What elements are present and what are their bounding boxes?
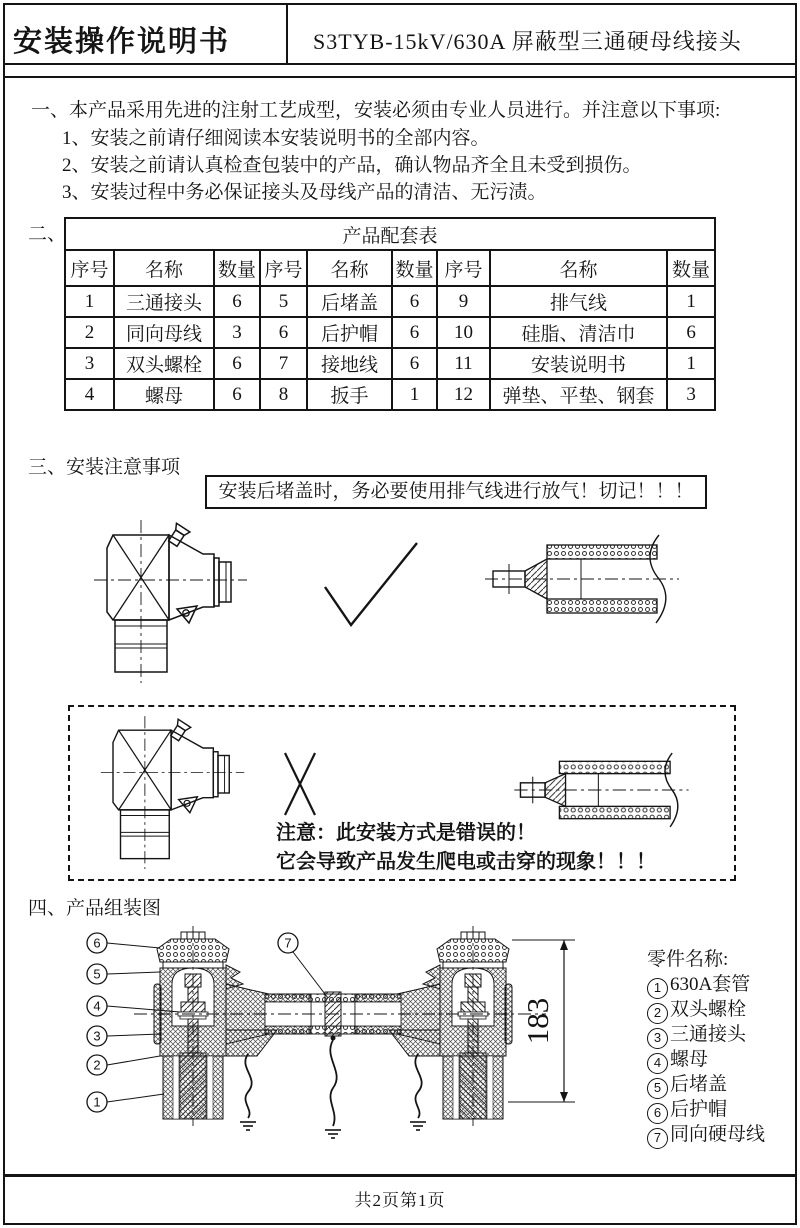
cell: 6 [667,317,715,348]
col-header: 名称 [490,250,667,286]
callout-badge-5 [87,964,107,984]
part-name: 630A套管 [670,974,751,995]
cell: 后堵盖 [307,286,392,317]
part-number: 4 [647,1053,668,1074]
cell: 接地线 [307,348,392,379]
callout-badge-7 [278,933,298,953]
col-header: 序号 [260,250,307,286]
section1-heading: 一、本产品采用先进的注射工艺成型，安装必须由专业人员进行。并注意以下事项: [31,100,721,121]
cell: 9 [437,286,490,317]
part-name: 双头螺栓 [670,999,747,1020]
part-number: 6 [647,1103,668,1124]
header-rule-2 [5,76,795,78]
note-line-2: 它会导致产品发生爬电或击穿的现象！！！ [276,851,656,873]
part-name: 三通接头 [670,1024,747,1045]
wrong-installation-box [68,705,736,881]
cell: 同向母线 [114,317,214,348]
page-border [3,3,797,1225]
parts-list-item [647,1097,765,1122]
parts-name-list [647,947,765,1147]
document-title: 安装操作说明书 [13,26,231,58]
cell: 8 [260,379,307,410]
table-row [65,348,715,379]
table-row [65,286,715,317]
section1-item: 3、安装过程中务必保证接头及母线产品的清洁、无污渍。 [62,182,547,203]
busbar-end-diagram-correct [483,529,688,629]
note-line-1: 注意：此安装方式是错误的！ [276,822,536,844]
cell: 6 [214,286,260,317]
cell: 螺母 [114,379,214,410]
svg-text:1: 1 [93,1094,101,1110]
table-title-row [65,218,715,250]
svg-text:2: 2 [93,1057,101,1073]
ground-wire [325,1040,341,1138]
col-header: 序号 [65,250,114,286]
product-kit-table [64,217,716,411]
parts-list-item [647,1072,765,1097]
col-header: 名称 [307,250,392,286]
parts-list-item [647,972,765,997]
cell: 6 [214,379,260,410]
dimension-value: 183 [520,997,555,1045]
svg-text:4: 4 [93,998,101,1014]
table-row [65,317,715,348]
section1-item: 1、安装之前请仔细阅读本安装说明书的全部内容。 [62,128,490,149]
tee-connector-diagram-correct [91,517,251,687]
checkmark-icon [321,539,421,631]
cell: 6 [214,348,260,379]
footer-rule [5,1174,795,1177]
cell: 3 [214,317,260,348]
cell: 6 [392,317,437,348]
callout-badge-4 [87,996,107,1016]
right-connector-section [355,926,512,1126]
parts-list-item [647,1022,765,1047]
cell: 2 [65,317,114,348]
vent-warning-box: 安装后堵盖时，务必要使用排气线进行放气！切记！！！ [205,475,707,509]
cell: 弹垫、平垫、钢套 [490,379,667,410]
cell: 双头螺栓 [114,348,214,379]
table-header-row [65,250,715,286]
cell: 1 [65,286,114,317]
part-name: 同向硬母线 [670,1124,766,1145]
parts-list-title: 零件名称: [647,949,729,970]
table-row [65,379,715,410]
col-header: 数量 [392,250,437,286]
ground-wire [410,1054,426,1130]
svg-text:6: 6 [93,935,101,951]
cell: 1 [392,379,437,410]
left-connector-section [154,926,311,1126]
callout-badge-3 [87,1026,107,1046]
cell: 后护帽 [307,317,392,348]
cell: 10 [437,317,490,348]
parts-list-item [647,1122,765,1147]
svg-text:5: 5 [93,966,101,982]
svg-text:7: 7 [284,935,292,951]
cell: 排气线 [490,286,667,317]
cell: 7 [260,348,307,379]
dimension-line [508,940,575,1102]
part-name: 后堵盖 [670,1074,728,1095]
cell: 安装说明书 [490,348,667,379]
callout-badge-6 [87,933,107,953]
header-divider [286,5,288,63]
product-title: S3TYB-15kV/630A 屏蔽型三通硬母线接头 [313,29,742,54]
cell: 4 [65,379,114,410]
parts-list-item [647,997,765,1022]
page-number: 共2页第1页 [354,1191,446,1210]
cell: 11 [437,348,490,379]
tee-connector-diagram-wrong [98,712,248,874]
cell: 3 [667,379,715,410]
section3-heading: 三、安装注意事项 [28,457,181,478]
section1-item: 2、安装之前请认真检查包装中的产品，确认物品齐全且未受到损伤。 [62,155,642,176]
cell: 12 [437,379,490,410]
cell: 1 [667,286,715,317]
part-number: 5 [647,1078,668,1099]
cell: 硅脂、清洁巾 [490,317,667,348]
x-mark-icon [282,751,318,817]
callout-badge-1 [87,1092,107,1112]
cell: 扳手 [307,379,392,410]
part-number: 1 [647,978,668,999]
cell: 3 [65,348,114,379]
cell: 5 [260,286,307,317]
cell: 三通接头 [114,286,214,317]
part-number: 3 [647,1028,668,1049]
part-number: 7 [647,1128,668,1149]
section2-label: 二、 [28,224,67,245]
assembly-diagram [76,926,636,1156]
callout-badge-2 [87,1055,107,1075]
parts-list-item [647,1047,765,1072]
header-rule-1 [5,63,795,65]
ground-wire [240,1054,256,1130]
section4-heading: 四、产品组装图 [28,898,162,919]
wrong-installation-note [276,819,656,877]
col-header: 数量 [214,250,260,286]
part-name: 后护帽 [670,1099,728,1120]
cell: 6 [260,317,307,348]
cell: 1 [667,348,715,379]
cell: 6 [392,286,437,317]
col-header: 序号 [437,250,490,286]
col-header: 数量 [667,250,715,286]
part-name: 螺母 [670,1049,709,1070]
col-header: 名称 [114,250,214,286]
part-number: 2 [647,1003,668,1024]
svg-text:3: 3 [93,1028,101,1044]
cell: 6 [392,348,437,379]
table-title: 产品配套表 [65,218,715,250]
